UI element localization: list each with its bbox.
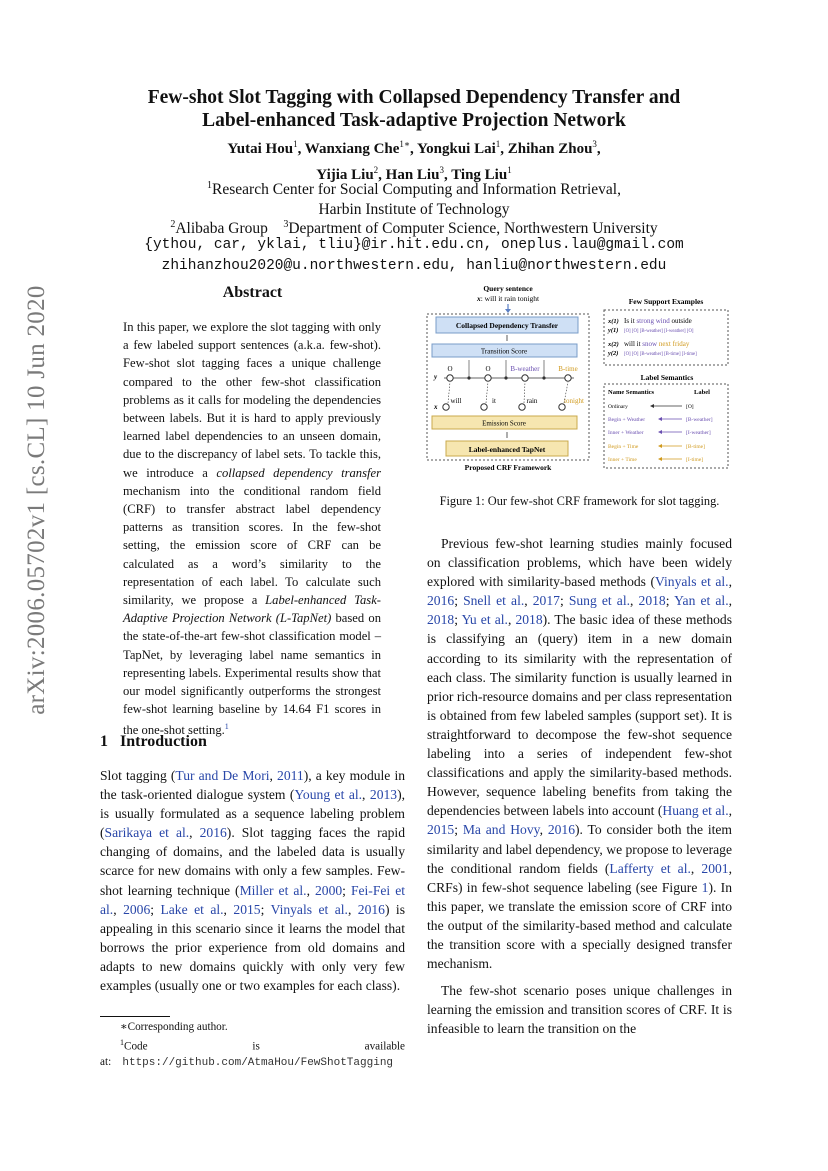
email-line-2: zhihanzhou2020@u.northwestern.edu, hanliu@northwestern.edu — [161, 258, 667, 274]
support-y: y(1) — [608, 327, 619, 334]
aff-sup: 2 — [170, 219, 176, 230]
title-line-2: Label-enhanced Task-adaptive Projection Network — [202, 110, 626, 131]
aff-sup: 1 — [207, 180, 213, 191]
label-sem-header: Name Semantics — [608, 389, 655, 396]
word-node — [443, 404, 449, 410]
footnote-corresponding: ∗Corresponding author. — [120, 1021, 228, 1033]
section-number: 1 — [100, 733, 108, 750]
label-sem-label: [B-time] — [686, 444, 705, 450]
support-sentence: Is it strong wind outside — [624, 317, 692, 325]
tag-node — [565, 375, 571, 381]
aff-text: Research Center for Social Computing and Information Retrieval, — [212, 181, 621, 199]
citation-link[interactable]: 2016 — [547, 822, 575, 838]
citation-link[interactable]: 2006 — [123, 901, 151, 917]
citation-link[interactable]: Yu et al. — [461, 612, 508, 628]
aff-text: Department of Computer Science, Northwestern University — [288, 220, 658, 238]
author-name: Yongkui Lai — [416, 141, 496, 157]
tag-label: B-time — [558, 365, 578, 373]
citation-link[interactable]: Vinyals et al. — [655, 574, 729, 590]
body-text: ) is appealing in this scenario since it learns the model that borrows the prior experience from old domains and adapts to new domains quickly with only very few examples (usually one or two examples for each class). — [100, 901, 406, 994]
query-sentence: x: will it rain tonight — [476, 294, 540, 303]
aff-text: Alibaba Group — [175, 220, 268, 238]
affiliation-1 — [0, 176, 828, 220]
citation-link[interactable]: 2000 — [314, 882, 343, 898]
citation-link[interactable]: 2018 — [427, 612, 455, 628]
citation-link[interactable]: 2018 — [638, 593, 666, 609]
author-sup: 2 — [373, 165, 379, 175]
word-label: rain — [526, 397, 538, 405]
abstract-body — [123, 318, 381, 740]
arrow-head-icon — [505, 309, 511, 313]
footnotes — [100, 1020, 405, 1071]
citation-link[interactable]: 1 — [701, 879, 709, 895]
body-text: , — [728, 574, 732, 590]
label-sem-name: Inner + Weather — [608, 430, 644, 436]
citation-link[interactable]: Ma and Hovy — [462, 822, 540, 838]
support-y: y(2) — [608, 350, 619, 357]
tapnet-label: Label-enhanced TapNet — [468, 445, 546, 454]
body-text: , — [539, 822, 548, 838]
framework-box — [427, 314, 589, 460]
title-line-1: Few-shot Slot Tagging with Collapsed Dependency Transfer and — [147, 87, 681, 108]
body-text: ; — [454, 612, 462, 628]
support-x: x(2) — [608, 341, 619, 348]
author-name: Wanxiang Che — [304, 141, 400, 157]
body-text: ). Slot tagging faces the rapid changing of domains, and the labeled data is usually scarce for new domains with only a few samples. Few-shot learning technique ( — [100, 825, 406, 898]
citation-link[interactable]: Sung et al. — [568, 593, 631, 609]
figure-1-caption: Figure 1: Our few-shot CRF framework for slot tagging. — [439, 494, 720, 508]
intro-right-column — [427, 534, 732, 1038]
body-text: ), a key module in the task-oriented dialogue system ( — [100, 768, 406, 803]
citation-link[interactable]: 2016 — [427, 593, 455, 609]
author-sup: 1 — [507, 165, 512, 175]
footnote-code — [100, 1035, 405, 1071]
body-text: , CRFs) in few-shot sequence labeling (see Figure — [427, 860, 732, 895]
body-text: , — [728, 593, 732, 609]
citation-link[interactable]: Lafferty et al. — [609, 860, 691, 876]
citation-link[interactable]: 2013 — [369, 787, 398, 803]
label-sem-label: [B-weather] — [686, 417, 713, 423]
author-sup: 3 — [592, 139, 597, 149]
footnote-text: Code is available at: — [100, 1040, 405, 1068]
emission-label: Emission Score — [482, 419, 526, 428]
body-text: , — [223, 901, 234, 917]
body-text: ). To consider both the item similarity and label dependency, we propose to leverage the conditional random fields ( — [427, 822, 733, 876]
body-text: , — [189, 825, 200, 841]
body-text: , — [347, 901, 358, 917]
tag-label: O — [447, 365, 453, 373]
transition-label: Transition Score — [480, 347, 528, 356]
body-text: Slot tagging ( — [100, 768, 176, 783]
cdt-label: Collapsed Dependency Transfer — [455, 321, 559, 330]
section-title: Introduction — [120, 733, 207, 750]
label-sem-header: Label — [694, 389, 710, 396]
abstract-text: In this paper, we explore the slot tagging with only a few labeled support sentences (a.k.a. few-shot). Few-shot slot tagging faces a unique challenge compared to the other few-shot classification problems as it calls for modeling the dependencies between labels. But it is hard to apply previously learned label dependencies to an unseen domain, due to the discrepancy of label sets. To tackle this, we introduce a — [123, 320, 381, 480]
label-semantics-title: Label Semantics — [640, 373, 694, 382]
author-name: Ting Liu — [451, 167, 508, 183]
label-sem-label: [I-time] — [686, 457, 704, 463]
citation-link[interactable]: Sarikaya et al. — [104, 825, 190, 841]
tag-node — [522, 375, 528, 381]
citation-link[interactable]: Lake et al. — [160, 901, 224, 917]
citation-link[interactable]: 2017 — [532, 593, 560, 609]
footnote-marker[interactable]: 1 — [224, 722, 229, 732]
word-label: it — [492, 397, 496, 405]
author-name: Yijia Liu — [316, 167, 374, 183]
body-text: Previous few-shot learning studies mainly focused on classification problems, which have been widely explored with similarity-based methods ( — [427, 536, 732, 590]
abstract-emphasis: Label-enhanced Task-Adaptive Projection Network (L-TapNet) — [123, 593, 381, 626]
author-name: Han Liu — [385, 167, 440, 183]
label-sem-name: Begin + Time — [608, 444, 639, 450]
body-text: , — [306, 882, 315, 898]
citation-link[interactable]: Yan et al. — [674, 593, 729, 609]
citation-link[interactable]: Huang et al. — [662, 803, 729, 819]
citation-link[interactable]: Vinyals et al. — [270, 901, 348, 917]
code-link[interactable]: https://github.com/AtmaHou/FewShotTagging — [122, 1056, 394, 1069]
author-name: Zhihan Zhou — [507, 141, 593, 157]
citation-link[interactable]: Young et al. — [294, 787, 363, 803]
support-sentence: will it snow next friday — [624, 340, 690, 348]
tag-label: O — [485, 365, 491, 373]
citation-link[interactable]: Snell et al. — [463, 593, 525, 609]
arxiv-stamp-text: arXiv:2006.05702v1 [cs.CL] 10 Jun 2020 — [23, 285, 50, 715]
support-tags: [O] [O] [B-weather] [B-time] [I-time] — [624, 352, 697, 357]
paper-title — [0, 86, 828, 132]
citation-link[interactable]: Tur and De Mori — [175, 768, 270, 783]
citation-link[interactable]: 2016 — [199, 825, 227, 841]
body-text: ; — [150, 901, 161, 917]
word-node — [481, 404, 487, 410]
body-text: ; — [665, 593, 675, 609]
y-axis-label: y — [434, 373, 438, 381]
citation-link[interactable]: 2016 — [357, 901, 385, 917]
abstract-heading: Abstract — [222, 284, 283, 301]
author-sup: 1 — [495, 139, 501, 149]
word-label: will — [450, 397, 462, 405]
abstract-text: based on the state-of-the-art few-shot classification model – TapNet, by leveraging label name semantics in representing labels. Experimental results show that our model significantly outperforms the strongest few-shot learning baseline by 14.64 F1 scores in the one-shot setting. — [123, 611, 381, 738]
citation-link[interactable]: 2011 — [277, 768, 304, 783]
author-sup: 1 — [293, 139, 298, 149]
word-label: tonight — [564, 397, 584, 405]
abstract-emphasis: collapsed dependency transfer — [216, 465, 381, 480]
body-text: ; — [260, 901, 271, 917]
body-text: , — [113, 901, 124, 917]
label-sem-name: Inner + Time — [608, 457, 637, 463]
body-text: ), is usually formulated as a sequence labeling problem ( — [100, 787, 406, 841]
author-list: Yutai Hou$^1$, Wanxiang Che$^{1∗}$, Yongkui Lai$^1$, Zhihan Zhou$^3$, Yijia Liu$^2$, Han Liu$^3$, Ting Liu$^1$ — [227, 139, 601, 183]
body-text: , — [728, 803, 732, 819]
support-x: x(1) — [608, 318, 619, 325]
footnote-rule — [100, 1016, 170, 1017]
body-text: , — [507, 612, 516, 628]
framework-label: Proposed CRF Framework — [464, 463, 552, 472]
label-semantics-box — [604, 384, 728, 468]
abstract-text: mechanism into the conditional random field (CRF) to transfer abstract label dependency patterns as transition scores. In the few-shot setting, the emission score of CRF can be calculated as a word’s similarity to the representation of each label. To calculate such similarity, we propose a — [123, 483, 381, 608]
figure-1 — [424, 282, 734, 477]
support-title: Few Support Examples — [628, 297, 704, 306]
citation-link[interactable]: Fei-Fei et al. — [100, 882, 406, 917]
body-text: ; — [454, 593, 464, 609]
citation-link[interactable]: 2001 — [701, 860, 729, 876]
body-text: , — [269, 768, 278, 783]
tag-node — [485, 375, 491, 381]
author-sup: 3 — [439, 165, 444, 175]
query-title: Query sentence — [483, 284, 533, 293]
body-text: , — [362, 787, 370, 803]
footnote-sup: 1 — [120, 1038, 124, 1047]
body-text: ; — [559, 593, 569, 609]
intro-left-paragraph — [100, 766, 405, 995]
aff-text: Harbin Institute of Technology — [318, 201, 510, 219]
email-line-1: {ythou, car, yklai, tliu}@ir.hit.edu.cn, oneplus.lau@gmail.com — [144, 237, 684, 253]
author-name: Yutai Hou — [227, 141, 294, 157]
body-text: ; — [342, 882, 351, 898]
intro-right-paragraph-2: The few-shot scenario poses unique challenges in learning the emission and transition scores of CRF. It is infeasible to learn the transition on the — [427, 983, 732, 1037]
body-text: ). The basic idea of these methods is classifying an (query) item in a new domain according to its similarity with the representation of each class. The similarity function is usually learned in prior rich-resource domains and per class representation is obtained from few labeled samples (support set). It is straightforward to decompose the few-shot sequence labeling into a series of independent few-shot classifications and apply the similarity-based methods. However, sequence labeling benefits from taking the dependencies between labels into account ( — [427, 612, 733, 819]
intro-right-paragraph-1 — [427, 534, 732, 973]
body-text: , — [630, 593, 639, 609]
author-sup: 1∗ — [399, 139, 411, 149]
citation-link[interactable]: Miller et al. — [239, 882, 307, 898]
aff-sup: 3 — [283, 219, 289, 230]
body-text: , — [524, 593, 533, 609]
tag-node — [447, 375, 453, 381]
label-sem-name: Begin + Weather — [608, 417, 646, 423]
label-sem-label: [O] — [686, 404, 694, 410]
support-tags: [O] [O] [B-weather] [I-weather] [O] — [624, 329, 694, 334]
body-text: , — [690, 860, 702, 876]
label-sem-label: [I-weather] — [686, 430, 711, 436]
body-text: ). In this paper, we translate the emission score of CRF into the output of the similarity-based method and calculate the transition score with a specially designed transfer mechanism. — [427, 879, 732, 972]
word-node — [519, 404, 525, 410]
citation-link[interactable]: 2018 — [515, 612, 543, 628]
x-axis-label: x — [434, 403, 438, 411]
body-text: ; — [454, 822, 463, 838]
section-heading-introduction — [100, 733, 207, 751]
label-sem-name: Ordinary — [608, 404, 628, 410]
intro-left-text — [100, 766, 405, 995]
tag-label: B-weather — [510, 365, 540, 373]
citation-link[interactable]: 2015 — [233, 901, 261, 917]
citation-link[interactable]: 2015 — [427, 822, 455, 838]
arxiv-stamp — [20, 140, 54, 860]
